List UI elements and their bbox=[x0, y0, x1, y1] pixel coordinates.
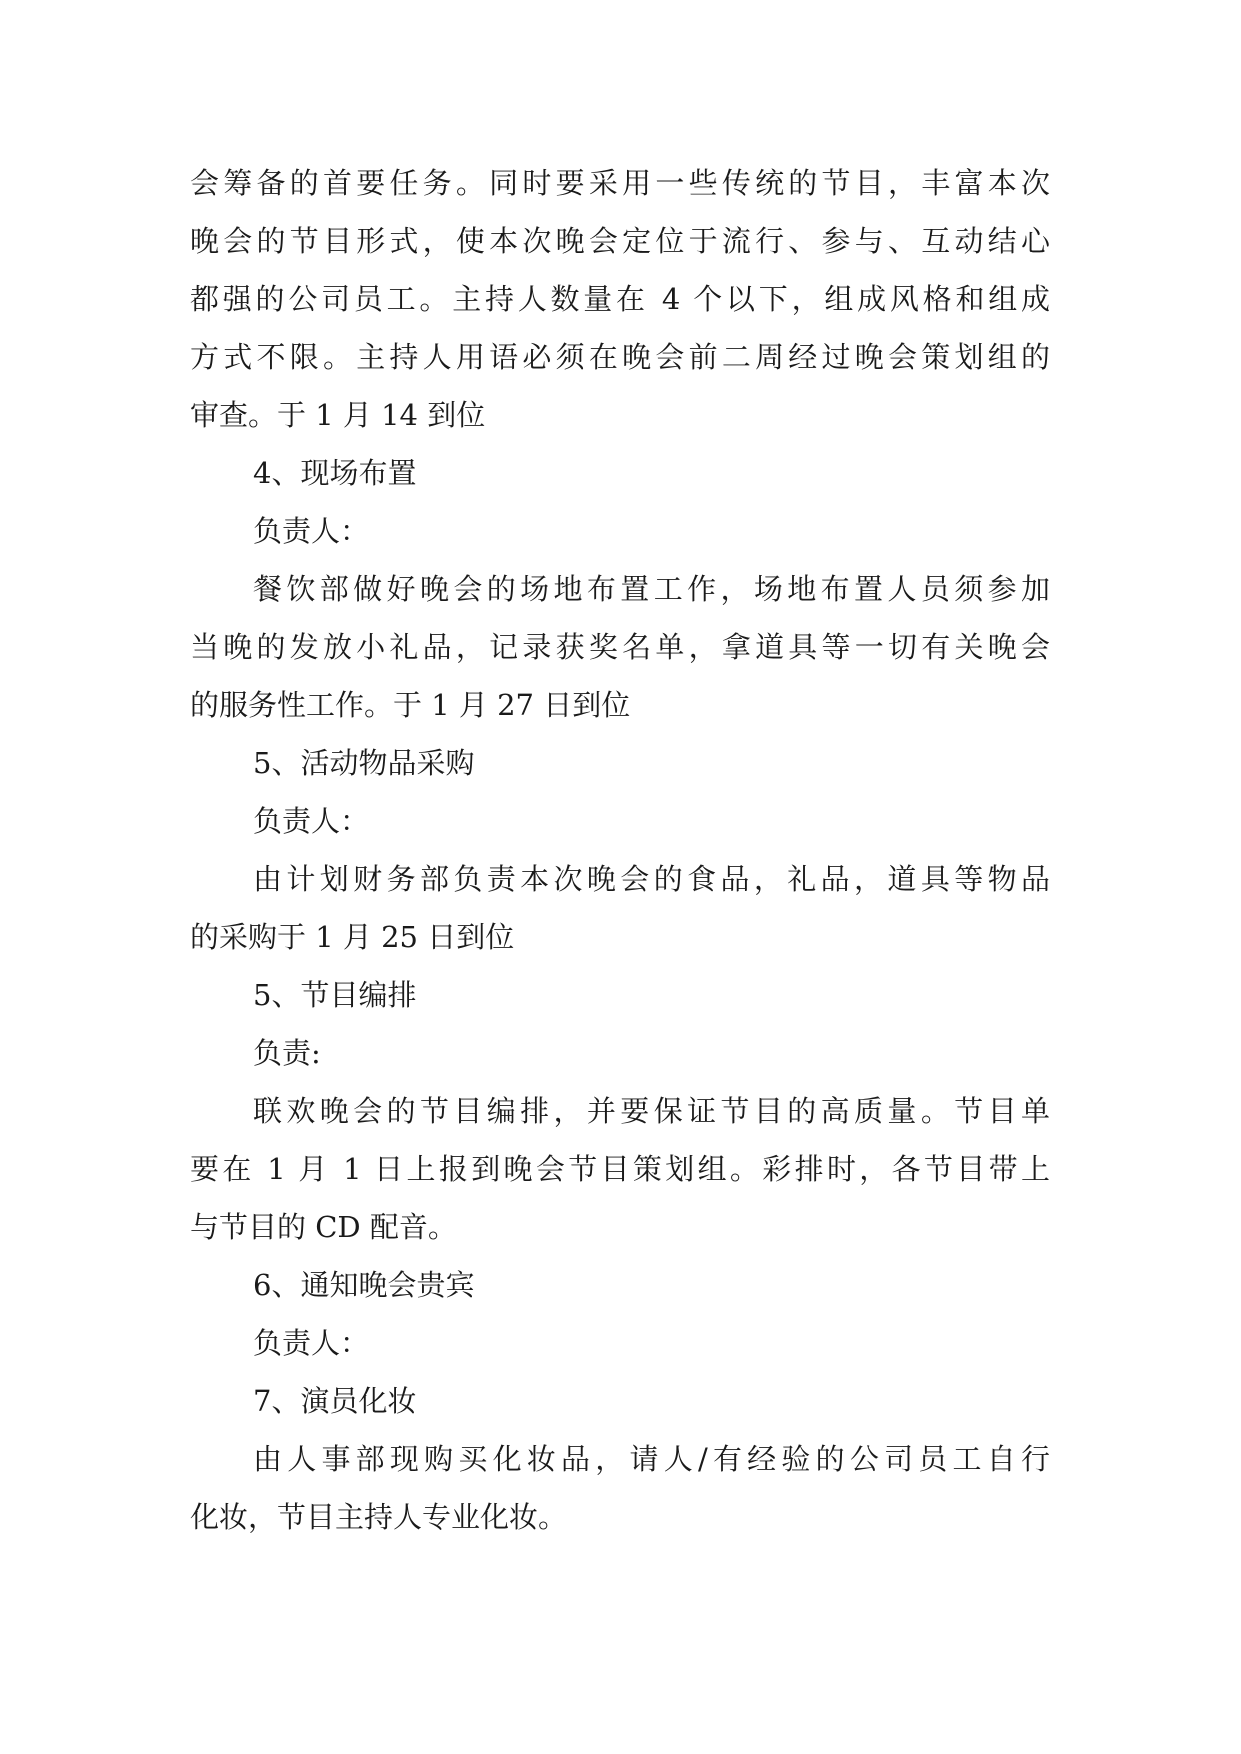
responsible-person-label: 负责人： bbox=[253, 514, 370, 548]
body-text-line: 晚会的节目形式，使本次晚会定位于流行、参与、互动结心 bbox=[190, 224, 1050, 258]
body-text-line: 都强的公司员工。主持人数量在 4 个以下，组成风格和组成 bbox=[190, 282, 1050, 316]
responsible-person-label: 负责人： bbox=[253, 1326, 370, 1360]
body-text-line: 要在 1 月 1 日上报到晚会节目策划组。彩排时，各节目带上 bbox=[190, 1152, 1050, 1186]
body-text-line: 方式不限。主持人用语必须在晚会前二周经过晚会策划组的 bbox=[190, 340, 1050, 374]
body-text-line: 的服务性工作。于 1 月 27 日到位 bbox=[190, 688, 631, 722]
section-heading: 5、活动物品采购 bbox=[253, 746, 475, 780]
section-heading: 6、通知晚会贵宾 bbox=[253, 1268, 475, 1302]
responsible-person-label: 负责: bbox=[253, 1036, 321, 1070]
section-heading: 5、节目编排 bbox=[253, 978, 417, 1012]
paragraph-first-line: 餐饮部做好晚会的场地布置工作，场地布置人员须参加 bbox=[253, 572, 1050, 606]
body-text-line: 的采购于 1 月 25 日到位 bbox=[190, 920, 515, 954]
body-text-line: 与节目的 CD 配音。 bbox=[190, 1210, 457, 1244]
body-text-line: 化妆，节目主持人专业化妆。 bbox=[190, 1500, 568, 1534]
body-text-line: 当晚的发放小礼品，记录获奖名单，拿道具等一切有关晚会 bbox=[190, 630, 1050, 664]
section-heading: 7、演员化妆 bbox=[253, 1384, 417, 1418]
paragraph-first-line: 由人事部现购买化妆品，请人/有经验的公司员工自行 bbox=[253, 1442, 1050, 1476]
paragraph-first-line: 由计划财务部负责本次晚会的食品，礼品，道具等物品 bbox=[253, 862, 1050, 896]
body-text-line: 会筹备的首要任务。同时要采用一些传统的节目，丰富本次 bbox=[190, 166, 1050, 200]
section-heading: 4、现场布置 bbox=[253, 456, 417, 490]
body-text-line: 审查。于 1 月 14 到位 bbox=[190, 398, 486, 432]
responsible-person-label: 负责人： bbox=[253, 804, 370, 838]
paragraph-first-line: 联欢晚会的节目编排，并要保证节目的高质量。节目单 bbox=[253, 1094, 1050, 1128]
